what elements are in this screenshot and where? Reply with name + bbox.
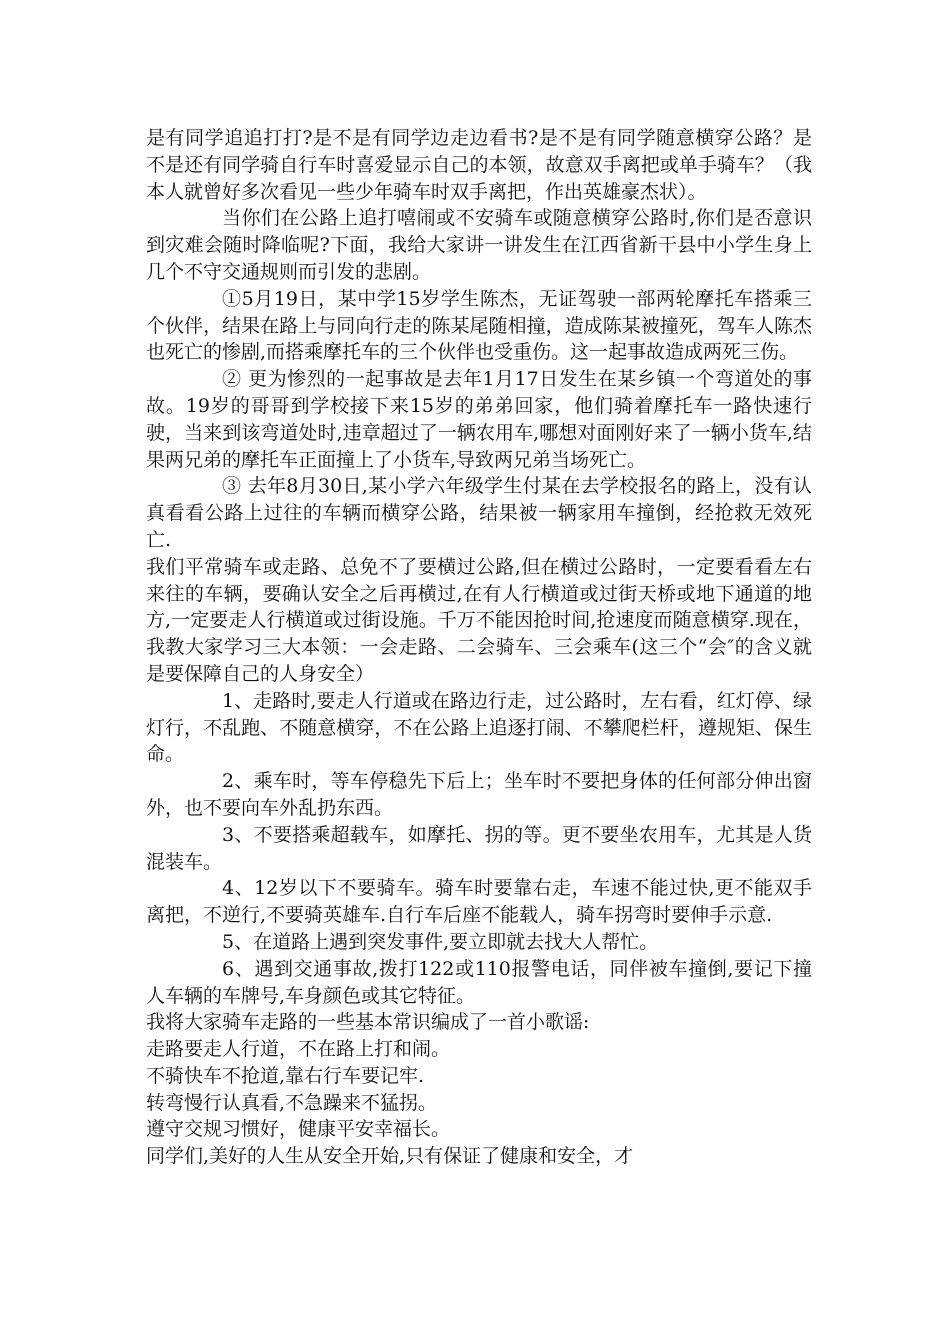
- rule-item-1: 1、走路时,要走人行道或在路边行走，过公路时，左右看，红灯停、绿灯行，不乱跑、不随意横穿，不在公路上追逐打闹、不攀爬栏杆，遵规矩、保生命。: [146, 689, 812, 766]
- paragraph-intro-questions: 是有同学追追打打?是不是有同学边走边看书?是不是有同学随意横穿公路？是不是还有同学骑自行车时喜爱显示自己的本领，故意双手离把或单手骑车？（我本人就曾好多次看见一些少年骑车时双手离把，作出英雄豪杰状）。: [146, 127, 812, 203]
- rule-item-3: 3、不要搭乘超载车，如摩托、拐的等。更不要坐农用车，尤其是人货混装车。: [146, 823, 812, 873]
- rule-item-4: 4、12岁以下不要骑车。骑车时要靠右走，车速不能过快,更不能双手离把，不逆行,不要骑英雄车.自行车后座不能载人，骑车拐弯时要伸手示意.: [146, 877, 812, 927]
- rule-item-6: 6、遇到交通事故,拨打122或110报警电话，同伴被车撞倒,要记下撞人车辆的车牌号,车身颜色或其它特征。: [146, 957, 812, 1007]
- paragraph-case-1: ①5月19日，某中学15岁学生陈杰，无证驾驶一部两轮摩托车搭乘三个伙伴，结果在路上与同向行走的陈某尾随相撞，造成陈某被撞死，驾车人陈杰也死亡的惨剧,而搭乘摩托车的三个伙伴也受重伤。这一起事故造成两死三伤。: [146, 287, 812, 364]
- song-line-3: 转弯慢行认真看,不急躁来不猛拐。: [146, 1091, 438, 1114]
- song-line-2: 不骑快车不抢道,靠右行车要记牢.: [146, 1064, 425, 1087]
- rule-item-2: 2、乘车时，等车停稳先下后上；坐车时不要把身体的任何部分伸出窗外，也不要向车外乱扔东西。: [146, 770, 812, 819]
- song-line-4: 遵守交规习惯好，健康平安幸福长。: [146, 1118, 451, 1141]
- paragraph-danger-warning: 当你们在公路上追打嘻闹或不安骑车或随意横穿公路时,你们是否意识到灾难会随时降临呢?下面，我给大家讲一讲发生在江西省新干县中小学生身上几个不守交通规则而引发的悲剧。: [146, 207, 812, 283]
- song-line-1: 走路要走人行道，不在路上打和闹。: [146, 1038, 451, 1061]
- paragraph-crossing-advice: 我们平常骑车或走路、总免不了要横过公路,但在横过公路时，一定要看看左右来往的车辆，要确认安全之后再横过,在有人行横道或过街天桥或地下通道的地方,一定要走人行横道或过街设施。千万不能因抢时间,抢速度而随意横穿.现在，我教大家学习三大本领：一会走路、二会骑车、三会乘车(这三个“会″的含义就是要保障自己的人身安全）: [146, 555, 812, 685]
- song-intro: 我将大家骑车走路的一些基本常识编成了一首小歌谣:: [146, 1011, 590, 1034]
- rule-item-5: 5、在道路上遇到突发事件,要立即就去找大人帮忙。: [222, 930, 659, 953]
- paragraph-case-3: ③ 去年8月30日,某小学六年级学生付某在去学校报名的路上，没有认真看看公路上过往的车辆而横穿公路，结果被一辆家用车撞倒，经抢救无效死亡.: [146, 475, 812, 551]
- closing-paragraph: 同学们,美好的人生从安全开始,只有保证了健康和安全，才: [146, 1145, 634, 1168]
- paragraph-case-2: ② 更为惨烈的一起事故是去年1月17日发生在某乡镇一个弯道处的事故。19岁的哥哥到学校接下来15岁的弟弟回家，他们骑着摩托车一路快速行驶，当来到该弯道处时,违章超过了一辆农用车,哪想对面刚好来了一辆小货车,结果两兄弟的摩托车正面撞上了小货车,导致两兄弟当场死亡。: [146, 368, 812, 471]
- document-page: [146, 125, 812, 1170]
